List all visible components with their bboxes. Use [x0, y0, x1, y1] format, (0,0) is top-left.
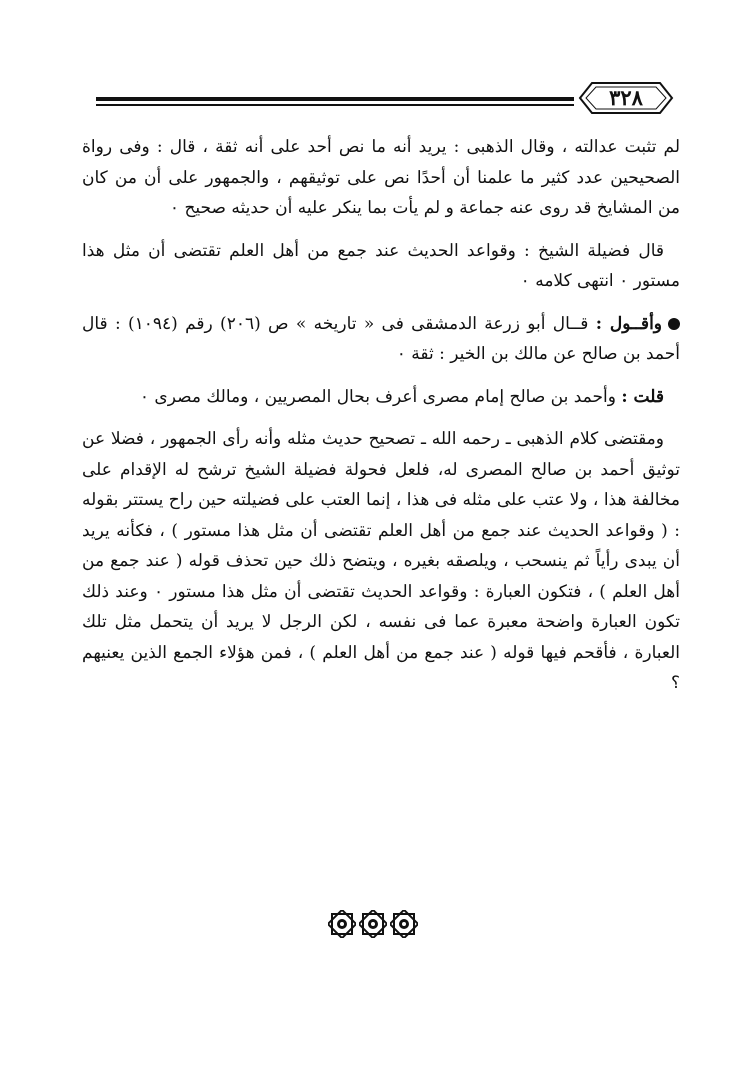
ornament-flower-icon: [390, 910, 418, 938]
floral-ornament-icon: [328, 910, 420, 942]
main-text: [82, 132, 680, 711]
paragraph-conclusion: ومقتضى كلام الذهبى ـ رحمه الله ـ تصحيح حديث مثله وأنه رأى الجمهور ، فضلا عن توثيق أحمد بن صالح المصرى له، فلعل فحولة فضيلة الشيخ ترشح له الإقدام على مخالفة هذا ، ولا عتب على مثله فى هذا ، إنما العتب على فضيلته حين راح يستتر بقوله : ( وقواعد الحديث عند جمع من أهل العلم تقتضى أن مثل هذا مستور ) ، فكأنه يريد أن يبدى رأياً ثم ينسحب ، ويلصقه بغيره ، ويتضح ذلك حين تحذف قوله ( عند جمع من أهل العلم ) ، فتكون العبارة : وقواعد الحديث تقتضى أن مثل هذا مستور ٠ وعند ذلك تكون العبارة واضحة معبرة عما فى نفسه ، لكن الرجل لا يريد أن يتحمل مثل تلك العبارة ، فأقحم فيها قوله ( عند جمع من أهل العلم ) ، فمن هؤلاء الجمع الذين يعنيهم ؟: [82, 429, 680, 693]
author-response-lead: وأقــول :: [595, 313, 662, 334]
author-response-text: قــال أبو زرعة الدمشقى فى « تاريخه » ص (٢٠٦) رقم (١٠٩٤) : قال أحمد بن صالح عن مالك بن الخير : ثقة ٠: [82, 313, 680, 364]
paragraph-sheikh-quote: قال فضيلة الشيخ : وقواعد الحديث عند جمع من أهل العلم تقتضى أن مثل هذا مستور ٠ انتهى كلامه ٠: [82, 240, 680, 291]
ornament-flower-icon: [359, 910, 387, 938]
comment-lead: قلت :: [621, 386, 664, 407]
page-number-badge: [578, 80, 674, 116]
paragraph-author-response: [82, 309, 680, 370]
ornament-flower-icon: [328, 910, 356, 938]
paragraph-dhahabi-quote: لم تثبت عدالته ، وقال الذهبى : يريد أنه ما نص أحد على أنه ثقة ، قال : وفى رواة الصحيحين عدد كثير ما علمنا أن أحدًا نص على توثيقهم ، والجمهور على أن من كان من المشايخ قد روى عنه جماعة و لم يأت بما ينكر عليه أن حديثه صحيح ٠: [82, 137, 680, 218]
header-rule-thick: [96, 97, 574, 101]
paragraph-comment: [82, 382, 680, 413]
bullet-icon: [668, 318, 680, 330]
page-number: ٣٢٨: [609, 85, 643, 110]
comment-text: وأحمد بن صالح إمام مصرى أعرف بحال المصريين ، ومالك مصرى ٠: [139, 386, 616, 407]
header-rule-thin: [96, 104, 574, 106]
